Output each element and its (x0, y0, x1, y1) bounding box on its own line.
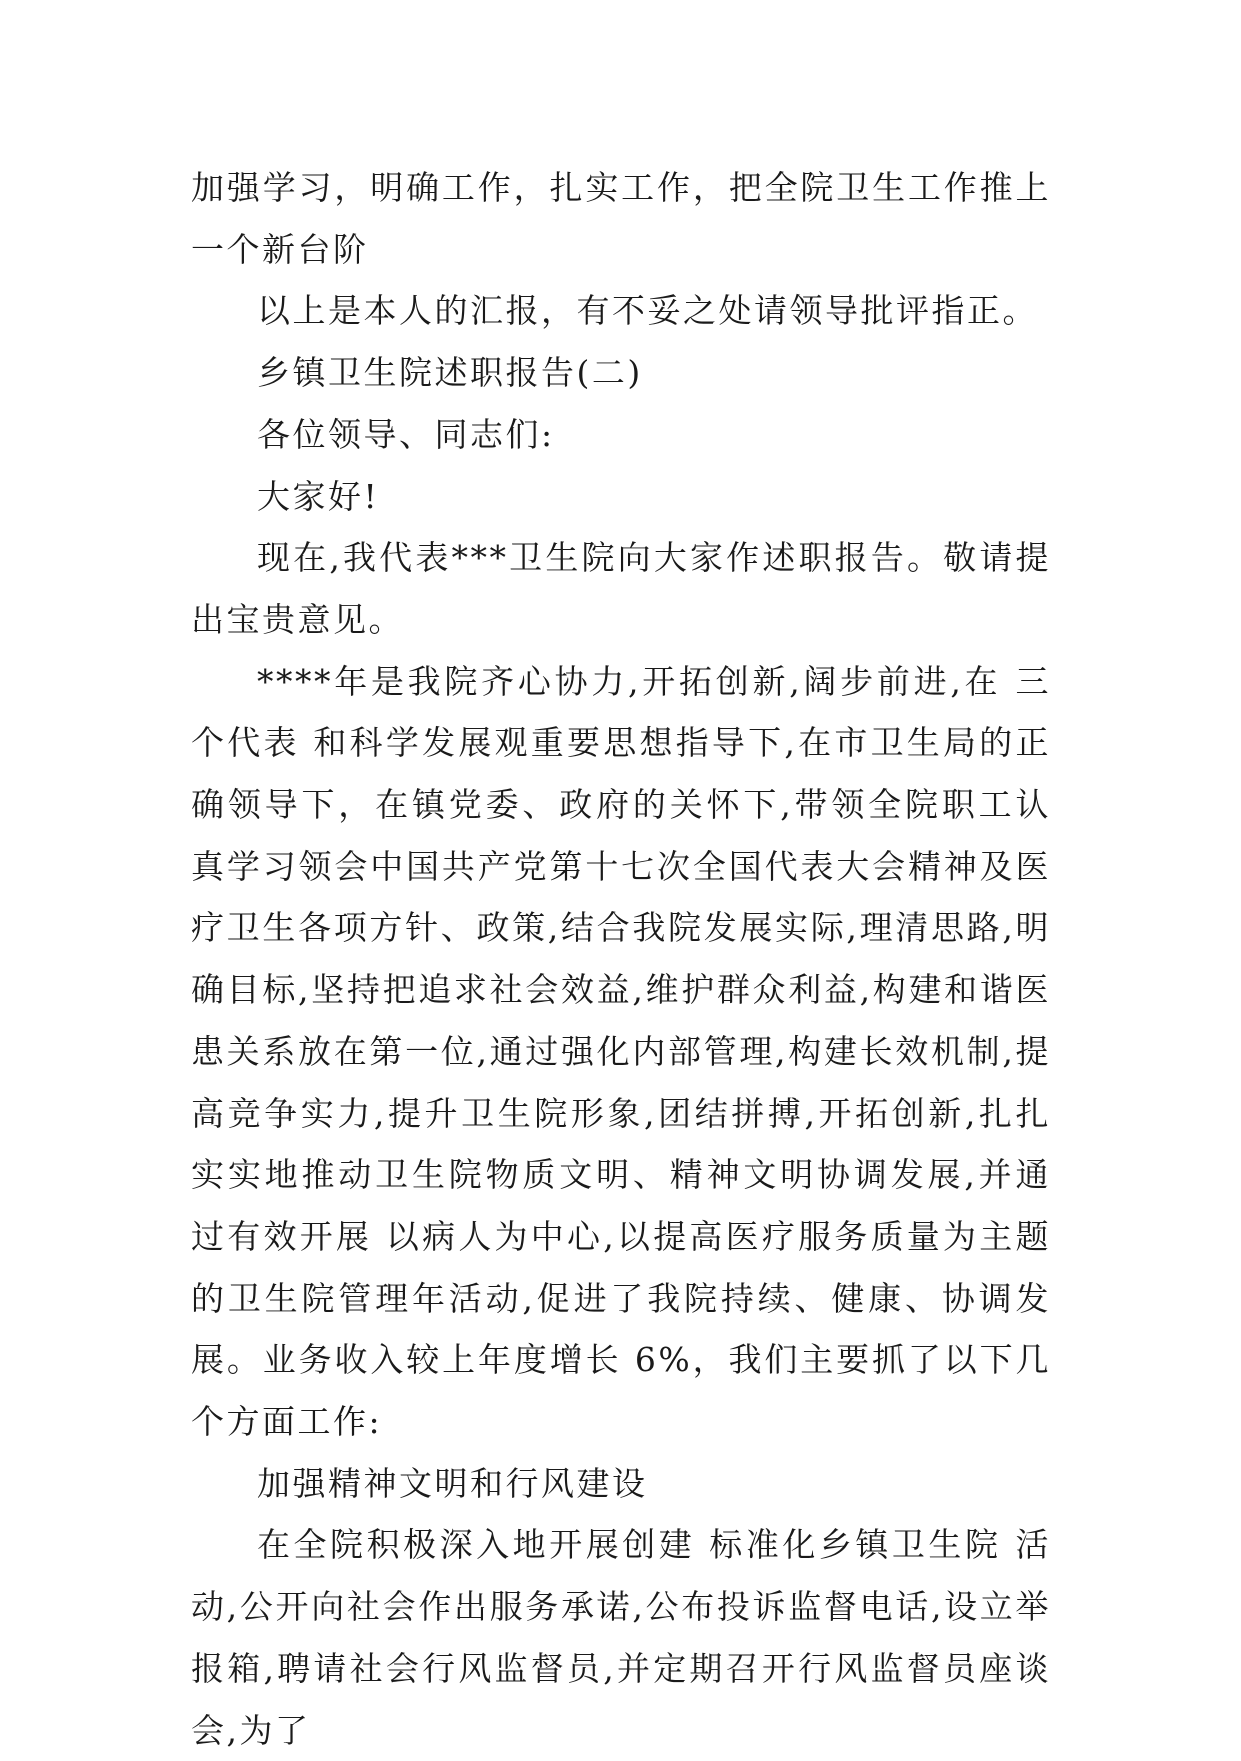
paragraph-summary: ****年是我院齐心协力,开拓创新,阔步前进,在 三个代表 和科学发展观重要思想指导下,在市卫生局的正确领导下，在镇党委、政府的关怀下,带领全院职工认真学习领会中国共产党第十七次全国代表大会精神及医疗卫生各项方针、政策,结合我院发展实际,理清思路,明确目标,坚持把追求社会效益,维护群众利益,构建和谐医患关系放在第一位,通过强化内部管理,构建长效机制,提高竞争实力,提升卫生院形象,团结拼搏,开拓创新,扎扎实实地推动卫生院物质文明、精神文明协调发展,并通过有效开展 以病人为中心,以提高医疗服务质量为主题 的卫生院管理年活动,促进了我院持续、健康、协调发展。业务收入较上年度增长 6%，我们主要抓了以下几个方面工作: (191, 661, 1051, 1442)
paragraph-2: 以上是本人的汇报，有不妥之处请领导批评指正。 (257, 291, 1038, 331)
greeting: 大家好! (257, 476, 380, 516)
document-body (191, 157, 1051, 1761)
paragraph-last: 在全院积极深入地开展创建 标准化乡镇卫生院 活动,公开向社会作出服务承诺,公布投诉监督电话,设立举报箱,聘请社会行风监督员,并定期召开行风监督员座谈会,为了 (191, 1525, 1051, 1750)
paragraph-intro: 现在,我代表***卫生院向大家作述职报告。敬请提出宝贵意见。 (191, 538, 1051, 639)
salutation: 各位领导、同志们: (257, 414, 555, 454)
section-heading: 乡镇卫生院述职报告(二) (257, 353, 643, 393)
paragraph-1: 加强学习，明确工作，扎实工作，把全院卫生工作推上一个新台阶 (191, 168, 1051, 269)
subheading: 加强精神文明和行风建设 (257, 1463, 648, 1503)
